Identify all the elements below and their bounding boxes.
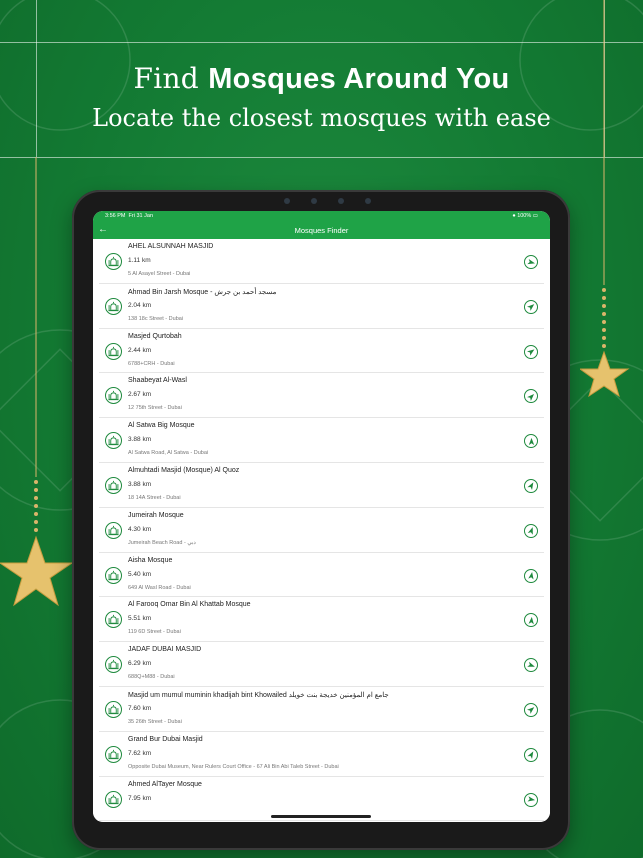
mosque-icon — [105, 477, 122, 494]
decor-line — [0, 42, 643, 43]
promo-headline: Find Mosques Around You — [133, 62, 510, 95]
mosque-icon — [105, 567, 122, 584]
mosque-name: Ahmad Bin Jarsh Mosque - مسجد أحمد بن جرش — [128, 288, 277, 296]
direction-arrow-icon[interactable] — [524, 524, 538, 538]
direction-arrow-icon[interactable] — [524, 479, 538, 493]
mosque-distance: 4.30 km — [128, 525, 152, 533]
mosque-distance: 2.67 km — [128, 391, 152, 399]
mosque-icon — [105, 746, 122, 763]
mosque-distance: 2.44 km — [128, 346, 152, 354]
direction-arrow-icon[interactable] — [524, 434, 538, 448]
mosque-distance: 6.29 km — [128, 660, 152, 668]
mosque-list-item[interactable] — [99, 642, 544, 687]
direction-arrow-icon[interactable] — [524, 613, 538, 627]
mosque-distance: 1.11 km — [128, 257, 151, 264]
camera-dot — [365, 198, 371, 204]
mosque-icon — [105, 791, 122, 808]
mosque-name: Jumeirah Mosque — [128, 511, 184, 519]
mosque-name: Aisha Mosque — [128, 556, 173, 564]
direction-arrow-icon[interactable] — [524, 748, 538, 762]
home-indicator — [271, 815, 371, 818]
mosque-name: Ahmed AlTayer Mosque — [128, 780, 202, 788]
hanging-star-left-icon — [0, 157, 80, 627]
mosque-list-item[interactable] — [99, 373, 544, 418]
mosque-address: 12 75th Street - Dubai — [128, 405, 182, 412]
mosque-distance: 7.62 km — [128, 749, 152, 757]
mosque-distance: 3.88 km — [128, 480, 152, 488]
mosque-address: 649 Al Wasl Road - Dubai — [128, 584, 191, 591]
mosque-address: 35 26th Street - Dubai — [128, 718, 182, 725]
mosque-address: 5 Al Asayel Street - Dubai — [128, 271, 191, 277]
mosque-icon — [105, 432, 122, 449]
mosque-name: Masjid um mumul muminin khadijah bint Khowailed جامع ام المؤمنين خديجة بنت خويلد — [128, 691, 389, 699]
decor-line — [0, 157, 643, 158]
mosque-icon — [105, 522, 122, 539]
direction-arrow-icon[interactable] — [524, 703, 538, 717]
mosque-address: 6788+CRH - Dubai — [128, 360, 175, 367]
hanging-star-right-icon — [580, 0, 643, 400]
mosque-icon — [105, 387, 122, 404]
mosque-address: 18 14A Street - Dubai — [128, 494, 181, 501]
status-battery: ● 100% ▭ — [512, 213, 538, 219]
mosque-icon — [105, 343, 122, 360]
back-arrow-icon[interactable]: ← — [98, 224, 108, 235]
promo-subline: Locate the closest mosques with ease — [92, 104, 551, 132]
status-bar — [93, 211, 550, 221]
mosque-distance: 7.60 km — [128, 704, 152, 712]
direction-arrow-icon[interactable] — [524, 389, 538, 403]
mosque-list-item[interactable] — [99, 732, 544, 777]
mosque-name: Al Satwa Big Mosque — [128, 422, 195, 430]
app-screen — [93, 211, 550, 822]
mosque-distance: 7.95 km — [128, 794, 152, 802]
mosque-distance: 3.88 km — [128, 436, 152, 444]
mosque-name: Masjed Qurtobah — [128, 332, 182, 340]
direction-arrow-icon[interactable] — [524, 255, 538, 269]
mosque-name: Grand Bur Dubai Masjid — [128, 735, 203, 743]
mosque-list-item[interactable] — [99, 508, 544, 553]
mosque-list-item[interactable] — [99, 329, 544, 374]
mosque-icon — [105, 253, 122, 270]
nav-bar — [93, 221, 550, 239]
mosque-distance: 5.51 km — [128, 615, 152, 623]
mosque-address: 138 18c Street - Dubai — [128, 315, 184, 322]
mosque-list-item[interactable] — [99, 687, 544, 732]
mosque-name: Shaabeyat Al-Wasl — [128, 377, 187, 385]
camera-dot — [284, 198, 290, 204]
direction-arrow-icon[interactable] — [524, 569, 538, 583]
mosque-address: Opposite Dubai Museum, Near Rulers Court Office - 67 Ali Bin Abi Taleb Street - Dubai — [128, 763, 339, 770]
mosque-name: Al Farooq Omar Bin Al Khattab Mosque — [128, 601, 251, 609]
mosque-name: JADAF DUBAI MASJID — [128, 646, 202, 654]
mosque-name: Almuhtadi Masjid (Mosque) Al Quoz — [128, 466, 240, 474]
mosque-list-item[interactable] — [99, 553, 544, 598]
mosque-list-item[interactable] — [99, 284, 544, 329]
mosque-list-item[interactable] — [99, 463, 544, 508]
mosque-distance: 2.04 km — [128, 301, 152, 309]
mosque-list — [93, 239, 550, 821]
tablet-device — [72, 190, 570, 850]
direction-arrow-icon[interactable] — [524, 658, 538, 672]
camera-dot — [338, 198, 344, 204]
mosque-icon — [105, 611, 122, 628]
mosque-name: AHEL ALSUNNAH MASJID — [128, 243, 214, 250]
page-title: Mosques Finder — [294, 225, 349, 235]
mosque-icon — [105, 298, 122, 315]
mosque-address: 688Q+M88 - Dubai — [128, 674, 175, 681]
camera-dot — [311, 198, 317, 204]
mosque-list-item[interactable] — [99, 597, 544, 642]
status-time: 3:56 PM Fri 31 Jan — [105, 213, 154, 219]
direction-arrow-icon[interactable] — [524, 300, 538, 314]
mosque-icon — [105, 701, 122, 718]
mosque-address: Jumeirah Beach Road - دبي — [128, 539, 196, 546]
mosque-list-item[interactable] — [99, 418, 544, 463]
mosque-distance: 5.40 km — [128, 570, 152, 578]
direction-arrow-icon[interactable] — [524, 793, 538, 807]
mosque-list-item[interactable] — [99, 239, 544, 284]
mosque-icon — [105, 656, 122, 673]
mosque-address: Al Satwa Road, Al Satwa - Dubai — [128, 450, 209, 457]
mosque-address: 119 6D Street - Dubai — [128, 629, 181, 636]
direction-arrow-icon[interactable] — [524, 345, 538, 359]
